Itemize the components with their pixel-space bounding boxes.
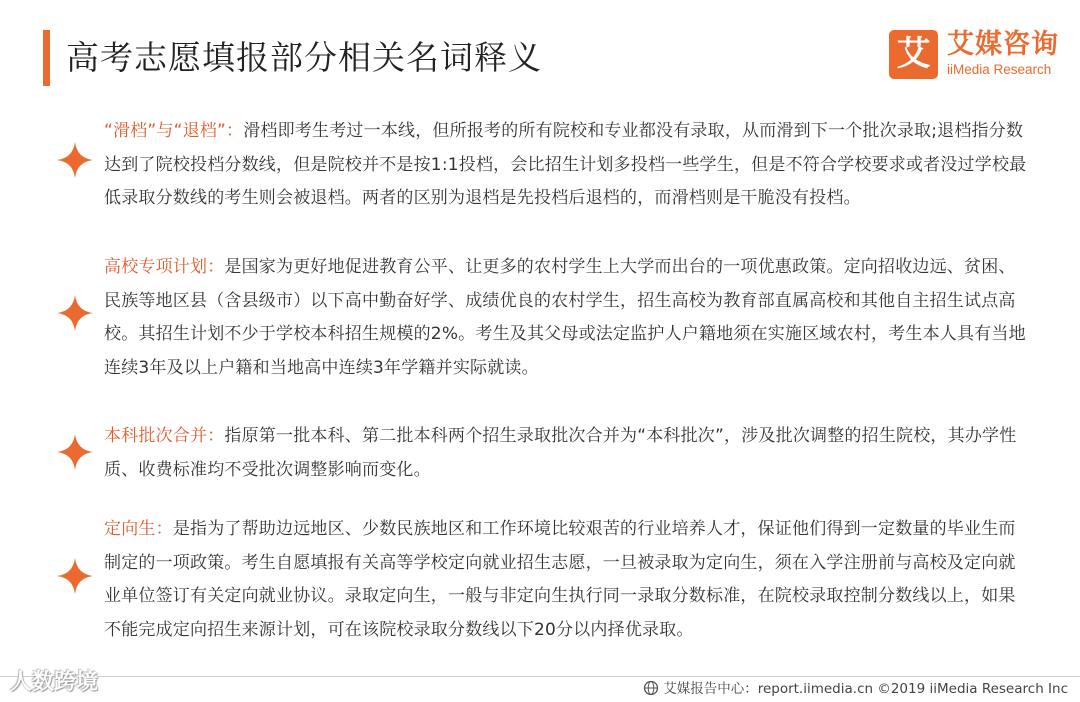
title-accent-bar — [43, 30, 50, 86]
footer-source-text: 艾媒报告中心：report.iimedia.cn ©2019 iiMedia Research Inc — [663, 681, 1068, 697]
footer-divider — [0, 676, 1080, 677]
definition-entry-special-plan — [104, 251, 1032, 385]
definition-text: 是指为了帮助边远地区、少数民族地区和工作环境比较艰苦的行业培养人才，保证他们得到一定数量的毕业生而制定的一项政策。考生自愿填报有关高等学校定向就业招生志愿，一旦被录取为定向生，须在入学注册前与高校及定向就业单位签订有关定向就业协议。录取定向生，一般与非定向生执行同一录取分数标准，在院校录取控制分数线以上，如果不能完成定向招生来源计划，可在该院校录取分数线以下20分以内择优录取。 — [104, 519, 1016, 640]
four-point-star-icon — [55, 140, 95, 180]
definition-text: 滑档即考生考过一本线，但所报考的所有院校和专业都没有录取，从而滑到下一个批次录取;退档指分数达到了院校投档分数线，但是院校并不是按1:1投档，会比招生计划多投档一些学生，但是不符合学校要求或者没过学校最低录取分数线的考生则会被退档。两者的区别为退档是先投档后退档的，而滑档则是干脆没有投档。 — [104, 121, 1027, 208]
definition-term: “滑档”与“退档”： — [104, 121, 244, 141]
definition-term: 高校专项计划： — [104, 257, 225, 277]
four-point-star-icon — [55, 432, 95, 472]
page-title: 高考志愿填报部分相关名词释义 — [66, 38, 542, 77]
globe-icon — [643, 680, 659, 696]
definition-text: 指原第一批本科、第二批本科两个招生录取批次合并为“本科批次”，涉及批次调整的招生院校，其办学性质、收费标准均不受批次调整影响而变化。 — [104, 426, 1017, 480]
footer-source — [643, 678, 1068, 700]
definition-entry-slide-drop — [104, 115, 1032, 216]
definition-term: 本科批次合并： — [104, 426, 225, 446]
logo-mark-icon: 艾 — [889, 30, 938, 79]
logo-chinese-name: 艾媒咨询 — [947, 29, 1059, 60]
logo-english-name: iiMedia Research — [947, 62, 1052, 77]
four-point-star-icon — [55, 293, 95, 333]
watermark: 人数跨境 — [10, 670, 99, 695]
definition-text: 是国家为更好地促进教育公平、让更多的农村学生上大学而出台的一项优惠政策。定向招收边远、贫困、民族等地区县（含县级市）以下高中勤奋好学、成绩优良的农村学生，招生高校为教育部直属高校和其他自主招生试点高校。其招生计划不少于学校本科招生规模的2%。考生及其父母或法定监护人户籍地须在实施区域农村，考生本人具有当地连续3年及以上户籍和当地高中连续3年学籍并实际就读。 — [104, 257, 1026, 378]
iimedia-logo — [889, 30, 1069, 80]
definition-entry-batch-merge — [104, 420, 1032, 487]
definition-entry-directed-student — [104, 513, 1032, 647]
four-point-star-icon — [55, 556, 95, 596]
definition-term: 定向生： — [104, 519, 173, 539]
